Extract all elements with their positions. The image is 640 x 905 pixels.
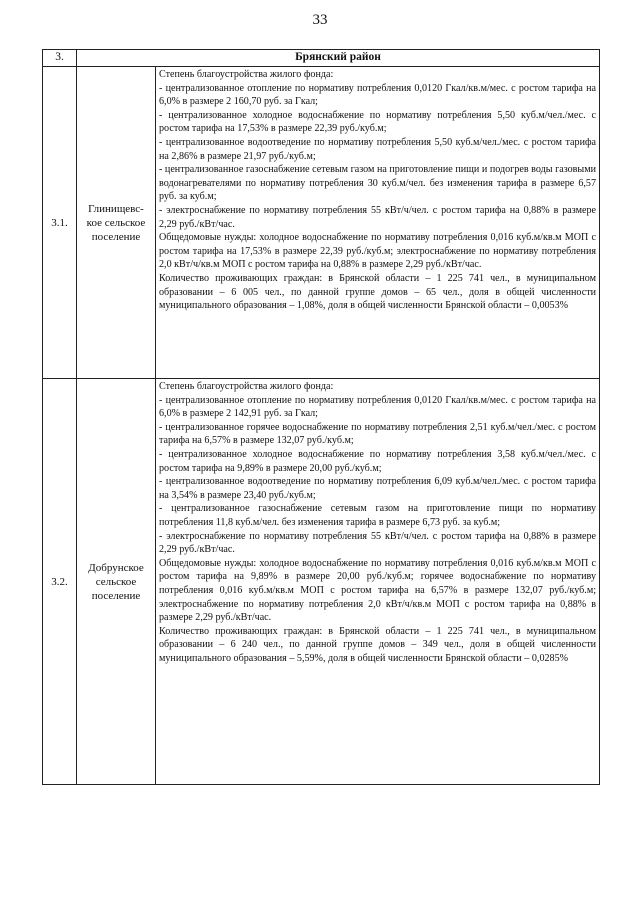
content-line: - централизованное отопление по нормативу потребления 0,0120 Гкал/кв.м/мес. с ростом тарифа на 6,0% в размере 2 142,91 руб. за Гкал; — [159, 394, 597, 420]
content-line: - централизованное газоснабжение сетевым газом на приготовление пищи и подогрев воды газовыми водонагревателями по нормативу потребления 30 куб.м/чел. без изменения тарифа в размере 6,57 руб. за куб.м; — [159, 164, 597, 203]
page-number: 33 — [312, 12, 328, 28]
content-line: - централизованное водоотведение по нормативу потребления 5,50 куб.м/чел./мес. с ростом тарифа на 2,86% в размере 21,97 руб./куб.м; — [159, 136, 597, 162]
content-line: Степень благоустройства жилого фонда: — [159, 69, 334, 80]
row-content — [156, 379, 600, 785]
content-line: - электроснабжение по нормативу потребления 55 кВт/ч/чел. с ростом тарифа на 0,88% в размере 2,29 руб./кВт/час. — [159, 204, 597, 230]
content-line: - централизованное водоотведение по нормативу потребления 6,09 куб.м/чел./мес. с ростом тарифа на 3,54% в размере 23,40 руб./куб.м; — [159, 476, 597, 501]
content-line: - централизованное холодное водоснабжение по нормативу потребления 3,58 куб.м/чел./мес. с ростом тарифа на 9,89% в размере 20,00 руб./куб.м; — [159, 448, 597, 474]
row-number: 3.2. — [43, 379, 77, 785]
content-line: - централизованное отопление по нормативу потребления 0,0120 Гкал/кв.м/мес. с ростом тарифа на 6,0% в размере 2 160,70 руб. за Гкал; — [159, 82, 597, 108]
district-number: 3. — [43, 50, 77, 67]
district-title: Брянский район — [77, 50, 600, 67]
row-number: 3.1. — [43, 67, 77, 379]
table-row — [43, 67, 600, 379]
content-line: - централизованное горячее водоснабжение по нормативу потребления 2,51 куб.м/чел./мес. с ростом тарифа на 6,57% в размере 132,07 руб./куб.м; — [159, 421, 597, 447]
content-line: - электроснабжение по нормативу потребления 55 кВт/ч/чел. с ростом тарифа на 0,88% в размере 2,29 руб./кВт/час. — [159, 530, 597, 556]
content-line: Общедомовые нужды: холодное водоснабжение по нормативу потребления 0,016 куб.м/кв.м МОП с ростом тарифа на 9,89% в размере 20,00 руб./куб.м; горячее водоснабжение по нормативу потребления 0,016 куб.м/кв.м МОП с ростом тарифа на 6,57% в размере 132,07 руб./куб.м; электроснабжение по нормативу потребления 2,0 кВт/ч/кв.м МОП с ростом тарифа на 0,88% в размере 2,29 руб./кВт/час. — [159, 557, 597, 624]
content-line: Количество проживающих граждан: в Брянской области – 1 225 741 чел., в муниципальном образовании – 6 005 чел., по данной группе домов – 65 чел., доля в общей численности муниципального образования – 1,08%, доля в общей численности Брянской области – 0,0053% — [159, 272, 597, 312]
content-line: - централизованное холодное водоснабжение по нормативу потребления 5,50 куб.м/чел./мес. с ростом тарифа на 17,53% в размере 22,39 руб./куб.м; — [159, 109, 597, 135]
settlement-name: Добрунское сельское поселение — [77, 379, 156, 785]
table-row — [43, 379, 600, 785]
content-line: - централизованное газоснабжение сетевым газом на приготовление пищи по нормативу потребления 11,8 куб.м/чел. без изменения тарифа в размере 6,73 руб. за куб.м; — [159, 503, 597, 528]
district-header-row — [43, 50, 600, 67]
settlement-name: Глинищевс- кое сельское поселение — [77, 67, 156, 379]
tariff-table — [42, 49, 600, 785]
content-line: Общедомовые нужды: холодное водоснабжение по нормативу потребления 0,016 куб.м/кв.м МОП с ростом тарифа на 17,53% в размере 22,39 руб./куб.м; электроснабжение по нормативу потребления 2,0 кВт/ч/кв.м МОП с ростом тарифа на 0,88% в размере 2,29 руб./кВт/час. — [159, 232, 597, 271]
content-line: Количество проживающих граждан: в Брянской области – 1 225 741 чел., в муниципальном образовании – 6 240 чел., по данной группе домов – 349 чел., доля в общей численности муниципального образования – 5,59%, доля в общей численности Брянской области – 0,0285% — [159, 625, 597, 664]
content-line: Степень благоустройства жилого фонда: — [159, 381, 334, 392]
row-content — [156, 67, 600, 379]
